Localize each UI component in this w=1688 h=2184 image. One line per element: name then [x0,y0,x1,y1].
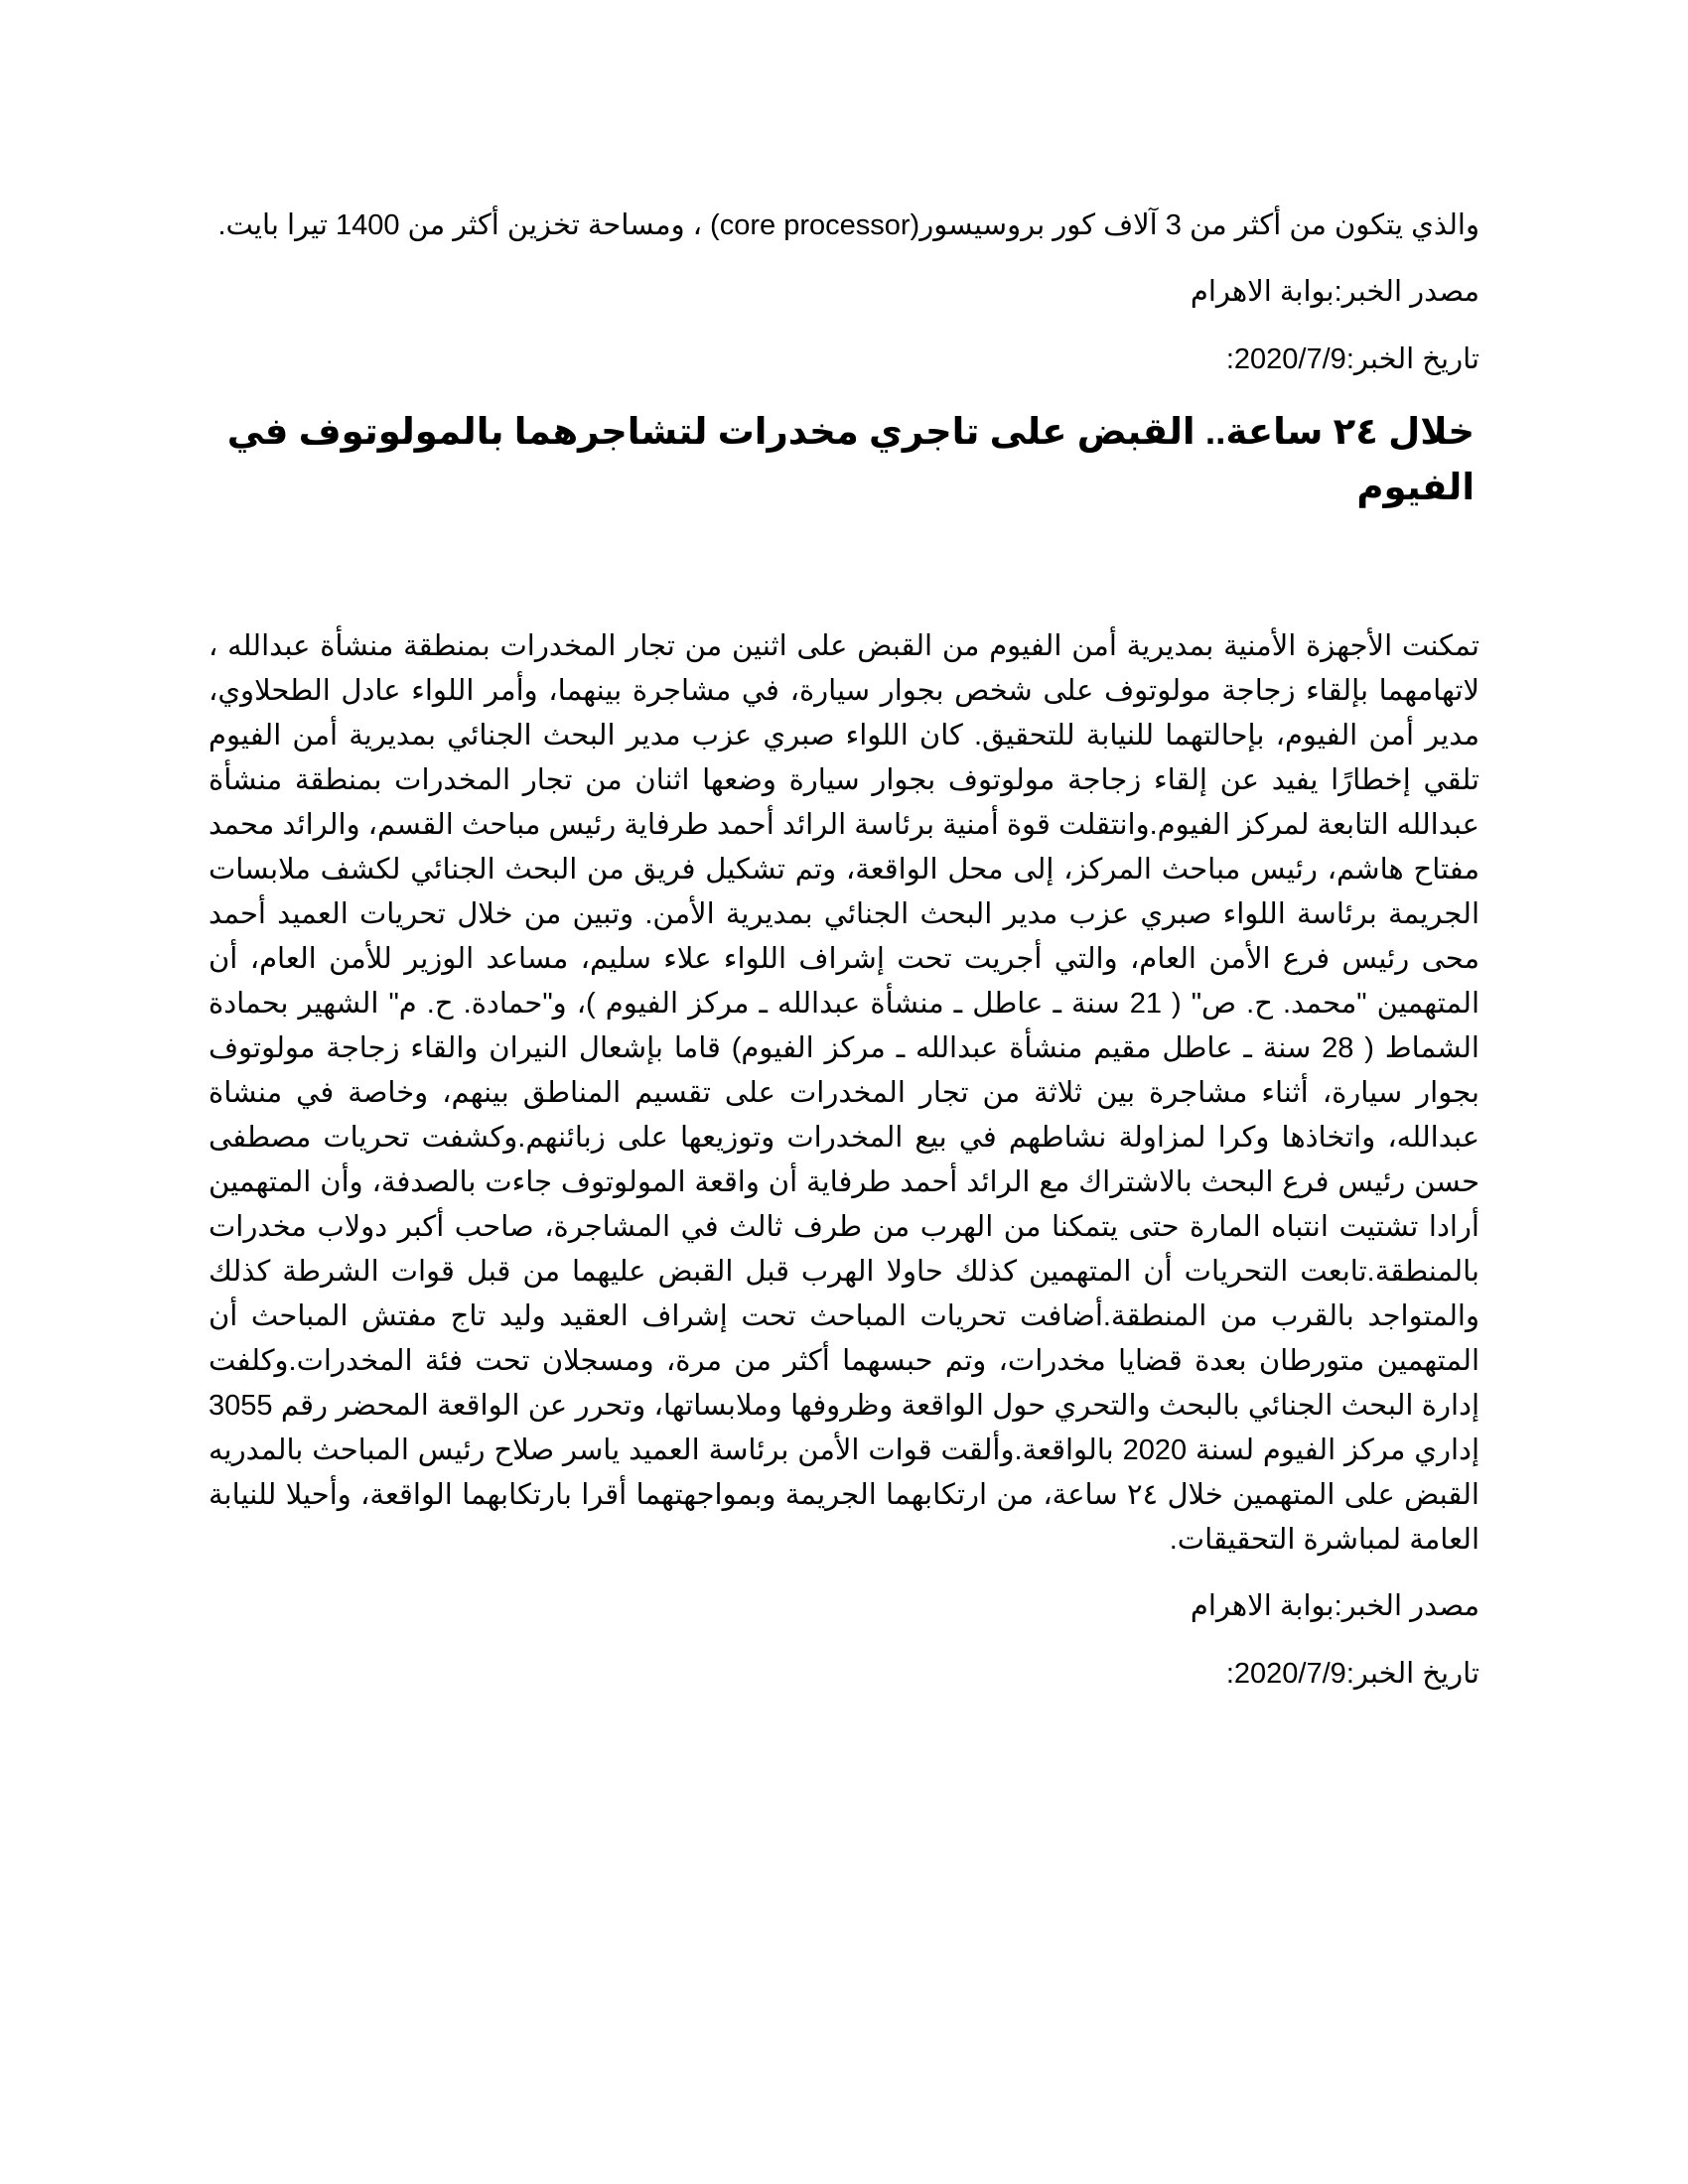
article-body-paragraph: تمكنت الأجهزة الأمنية بمديرية أمن الفيوم من القبض على اثنين من تجار المخدرات بمنطقة منشأة عبدالله ، لاتهامهما بإلقاء زجاجة مولوتوف على شخص بجوار سيارة، في مشاجرة بينهما، وأمر اللواء عادل الطحلاوي، مدير أمن الفيوم، بإحالتهما للنيابة للتحقيق. كان اللواء صبري عزب مدير البحث الجنائي بمديرية أمن الفيوم تلقي إخطارًا يفيد عن إلقاء زجاجة مولوتوف بجوار سيارة وضعها اثنان من تجار المخدرات بمنطقة منشأة عبدالله التابعة لمركز الفيوم.وانتقلت قوة أمنية برئاسة الرائد أحمد طرفاية رئيس مباحث القسم، والرائد محمد مفتاح هاشم، رئيس مباحث المركز، إلى محل الواقعة، وتم تشكيل فريق من البحث الجنائي لكشف ملابسات الجريمة برئاسة اللواء صبري عزب مدير البحث الجنائي بمديرية الأمن. وتبين من خلال تحريات العميد أحمد محى رئيس فرع الأمن العام، والتي أجريت تحت إشراف اللواء علاء سليم، مساعد الوزير للأمن العام، أن المتهمين "محمد. ح. ص" ( 21 سنة ـ عاطل ـ منشأة عبدالله ـ مركز الفيوم )، و"حمادة. ح. م" الشهير بحمادة الشماط ( 28 سنة ـ عاطل مقيم منشأة عبدالله ـ مركز الفيوم) قاما بإشعال النيران والقاء زجاجة مولوتوف بجوار سيارة، أثناء مشاجرة بين ثلاثة من تجار المخدرات على تقسيم المناطق بينهم، وخاصة في منشاة عبدالله، واتخاذها وكرا لمزاولة نشاطهم في بيع المخدرات وتوزيعها على زبائنهم.وكشفت تحريات مصطفى حسن رئيس فرع البحث بالاشتراك مع الرائد أحمد طرفاية أن واقعة المولوتوف جاءت بالصدفة، وأن المتهمين أرادا تشتيت انتباه المارة حتى يتمكنا من الهرب من طرف ثالث في المشاجرة، صاحب أكبر دولاب مخدرات بالمنطقة.تابعت التحريات أن المتهمين كذلك حاولا الهرب قبل القبض عليهما من قبل قوات الشرطة كذلك والمتواجد بالقرب من المنطقة.أضافت تحريات المباحث تحت إشراف العقيد وليد تاج مفتش المباحث أن المتهمين متورطان بعدة قضايا مخدرات، وتم حبسهما أكثر من مرة، ومسجلان تحت فئة المخدرات.وكلفت إدارة البحث الجنائي بالبحث والتحري حول الواقعة وظروفها وملابساتها، وتحرر عن الواقعة المحضر رقم 3055 إداري مركز الفيوم لسنة 2020 بالواقعة.وألقت قوات الأمن برئاسة العميد ياسر صلاح رئيس المباحث بالمدريه القبض على المتهمين خلال ٢٤ ساعة، من ارتكابهما الجريمة وبمواجهتهما أقرا بارتكابهما الواقعة، وأحيلا للنيابة العامة لمباشرة التحقيقات. [209,630,1480,1556]
article-date-line: تاريخ الخبر:2020/7/9: [1225,1658,1479,1690]
intro-paragraph: والذي يتكون من أكثر من 3 آلاف كور بروسيسور(core processor) ، ومساحة تخزين أكثر من 1400 تيرا بايت. [217,209,1479,241]
news-source-line: مصدر الخبر:بوابة الاهرام [1190,276,1479,308]
article-headline: خلال ٢٤ ساعة.. القبض على تاجري مخدرات لتشاجرهما بالمولوتوف في الفيوم [226,411,1475,507]
article-source-line: مصدر الخبر:بوابة الاهرام [1190,1590,1479,1622]
news-date-line: تاريخ الخبر:2020/7/9: [1225,343,1479,375]
